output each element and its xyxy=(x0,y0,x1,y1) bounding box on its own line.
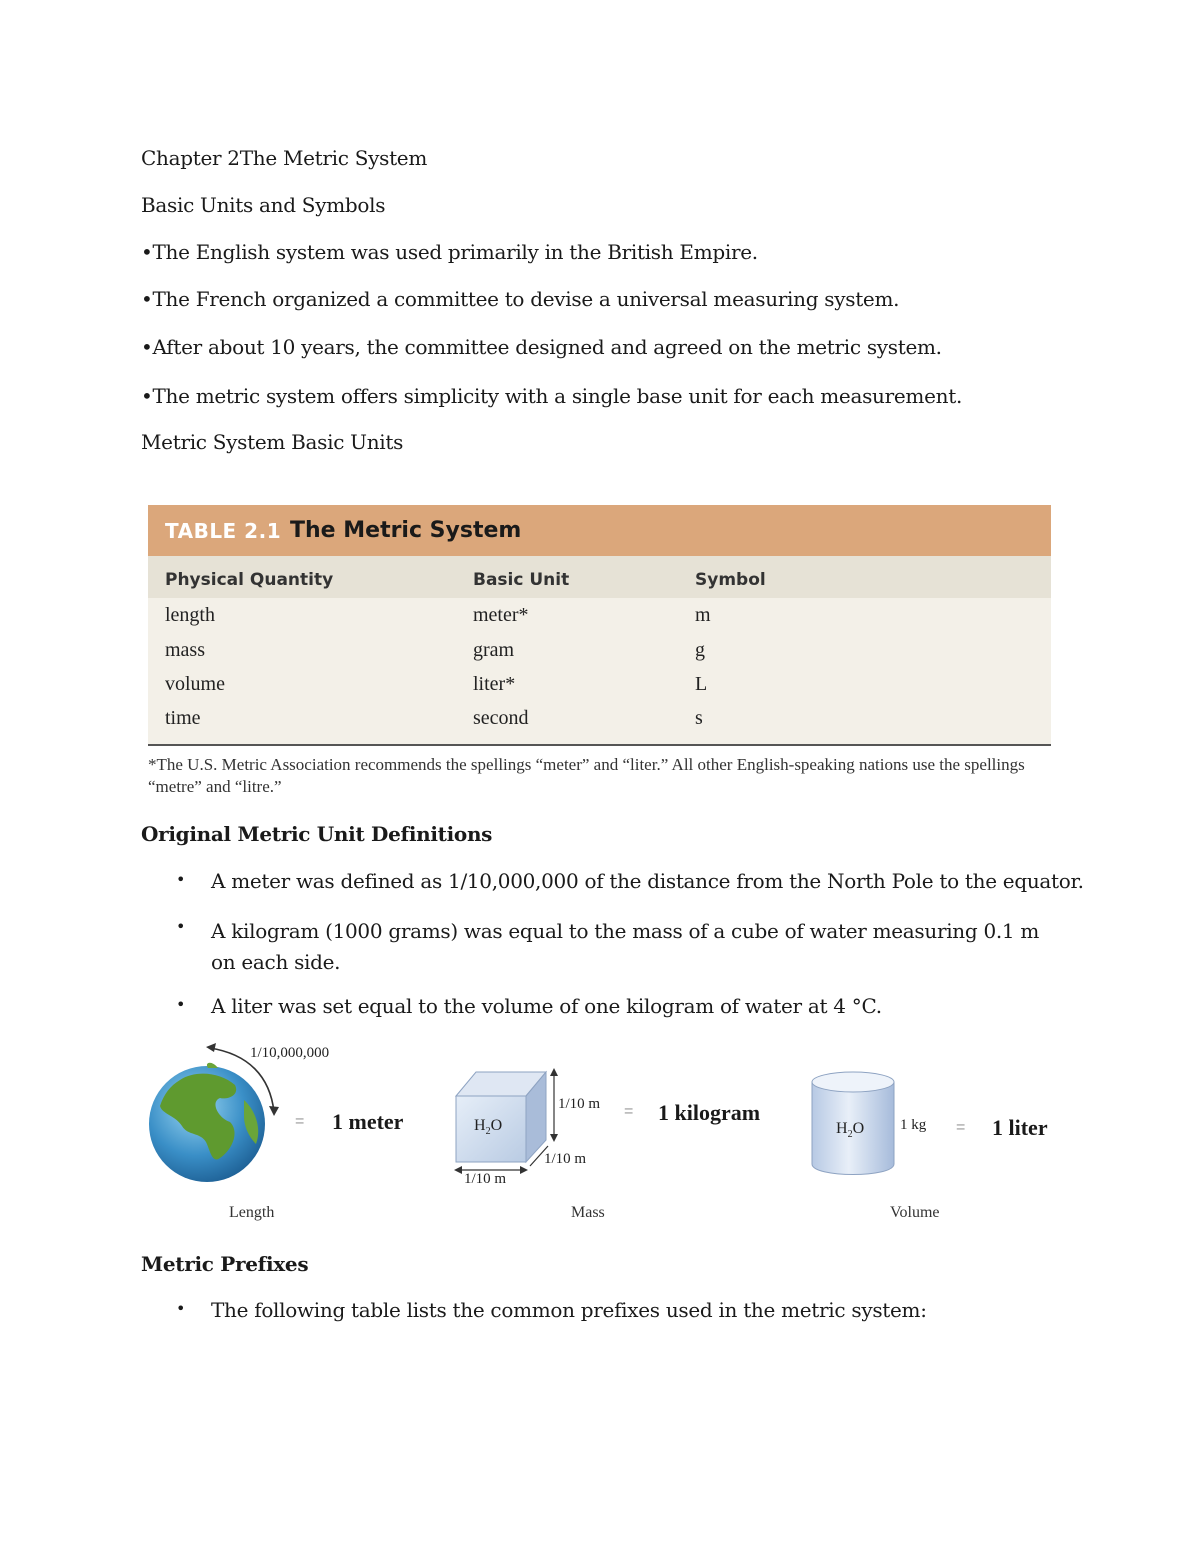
intro-bullet: •The French organized a committee to devise a universal measuring system. xyxy=(141,287,900,311)
table-cell: s xyxy=(695,707,703,729)
prefixes-heading: Metric Prefixes xyxy=(141,1252,309,1276)
bullet-icon: • xyxy=(176,1299,186,1318)
header-basic-unit: Basic Unit xyxy=(473,570,570,590)
table-body xyxy=(148,598,1051,746)
table-cell: liter* xyxy=(473,673,516,695)
cylinder-content: $H_2O$ xyxy=(836,1120,865,1141)
result-liter: 1 liter xyxy=(992,1115,1048,1140)
intro-bullet: •The English system was used primarily in the British Empire. xyxy=(141,240,758,264)
table-label: TABLE 2.1 xyxy=(165,519,282,543)
caption-volume: Volume xyxy=(890,1204,940,1221)
table-row xyxy=(148,604,1051,638)
table-row xyxy=(148,673,1051,707)
header-symbol: Symbol xyxy=(695,570,766,590)
bullet-icon: • xyxy=(176,917,186,936)
metric-definitions-figure xyxy=(140,1040,1070,1230)
table-cell: m xyxy=(695,604,711,626)
bullet-icon: • xyxy=(176,995,186,1014)
table-cell: gram xyxy=(473,639,515,661)
caption-length: Length xyxy=(229,1204,275,1221)
table-cell: length xyxy=(165,604,215,626)
definition-item: A kilogram (1000 grams) was equal to the mass of a cube of water measuring 0.1 m on each side. xyxy=(211,919,1040,974)
table-title-bar xyxy=(148,505,1051,556)
definition-item: A liter was set equal to the volume of one kilogram of water at 4 °C. xyxy=(211,994,882,1018)
equals-sign: = xyxy=(295,1113,305,1130)
bullet-icon: • xyxy=(176,870,186,889)
header-physical-quantity: Physical Quantity xyxy=(165,570,334,590)
table-row xyxy=(148,707,1051,741)
cube-content: $H_2O$ xyxy=(474,1117,503,1138)
table-cell: g xyxy=(695,639,705,661)
table-title: The Metric System xyxy=(290,518,522,543)
equals-sign: = xyxy=(956,1119,966,1136)
chapter-title: Chapter 2The Metric System xyxy=(141,146,428,170)
caption-mass: Mass xyxy=(571,1204,605,1221)
table-cell: L xyxy=(695,673,708,695)
intro-bullet: •After about 10 years, the committee designed and agreed on the metric system. xyxy=(141,335,942,359)
table-cell: mass xyxy=(165,639,205,661)
definitions-heading: Original Metric Unit Definitions xyxy=(141,822,493,846)
subsection-title: Metric System Basic Units xyxy=(141,430,404,454)
metric-table xyxy=(148,505,1051,798)
cylinder-mass: 1 kg xyxy=(900,1117,927,1133)
result-kilogram: 1 kilogram xyxy=(658,1100,761,1125)
table-cell: second xyxy=(473,707,529,729)
table-header xyxy=(148,556,1051,598)
cube-side-depth: 1/10 m xyxy=(544,1151,587,1167)
intro-bullet: •The metric system offers simplicity with a single base unit for each measurement. xyxy=(141,384,963,408)
definition-item: A meter was defined as 1/10,000,000 of the distance from the North Pole to the equator. xyxy=(211,869,1084,893)
result-meter: 1 meter xyxy=(332,1109,404,1134)
prefixes-item: The following table lists the common prefixes used in the metric system: xyxy=(211,1298,927,1322)
length-fraction: 1/10,000,000 xyxy=(250,1045,330,1061)
cube-side-height: 1/10 m xyxy=(558,1096,601,1112)
table-row xyxy=(148,639,1051,673)
table-cell: time xyxy=(165,707,201,729)
table-cell: volume xyxy=(165,673,225,695)
table-footnote: *The U.S. Metric Association recommends the spellings “meter” and “liter.” All other English-speaking nations use the spellings “metre” and “litre.” xyxy=(148,755,1025,796)
cube-side-width: 1/10 m xyxy=(464,1171,507,1187)
table-cell: meter* xyxy=(473,604,529,626)
section-title: Basic Units and Symbols xyxy=(141,193,386,217)
equals-sign: = xyxy=(624,1103,634,1120)
